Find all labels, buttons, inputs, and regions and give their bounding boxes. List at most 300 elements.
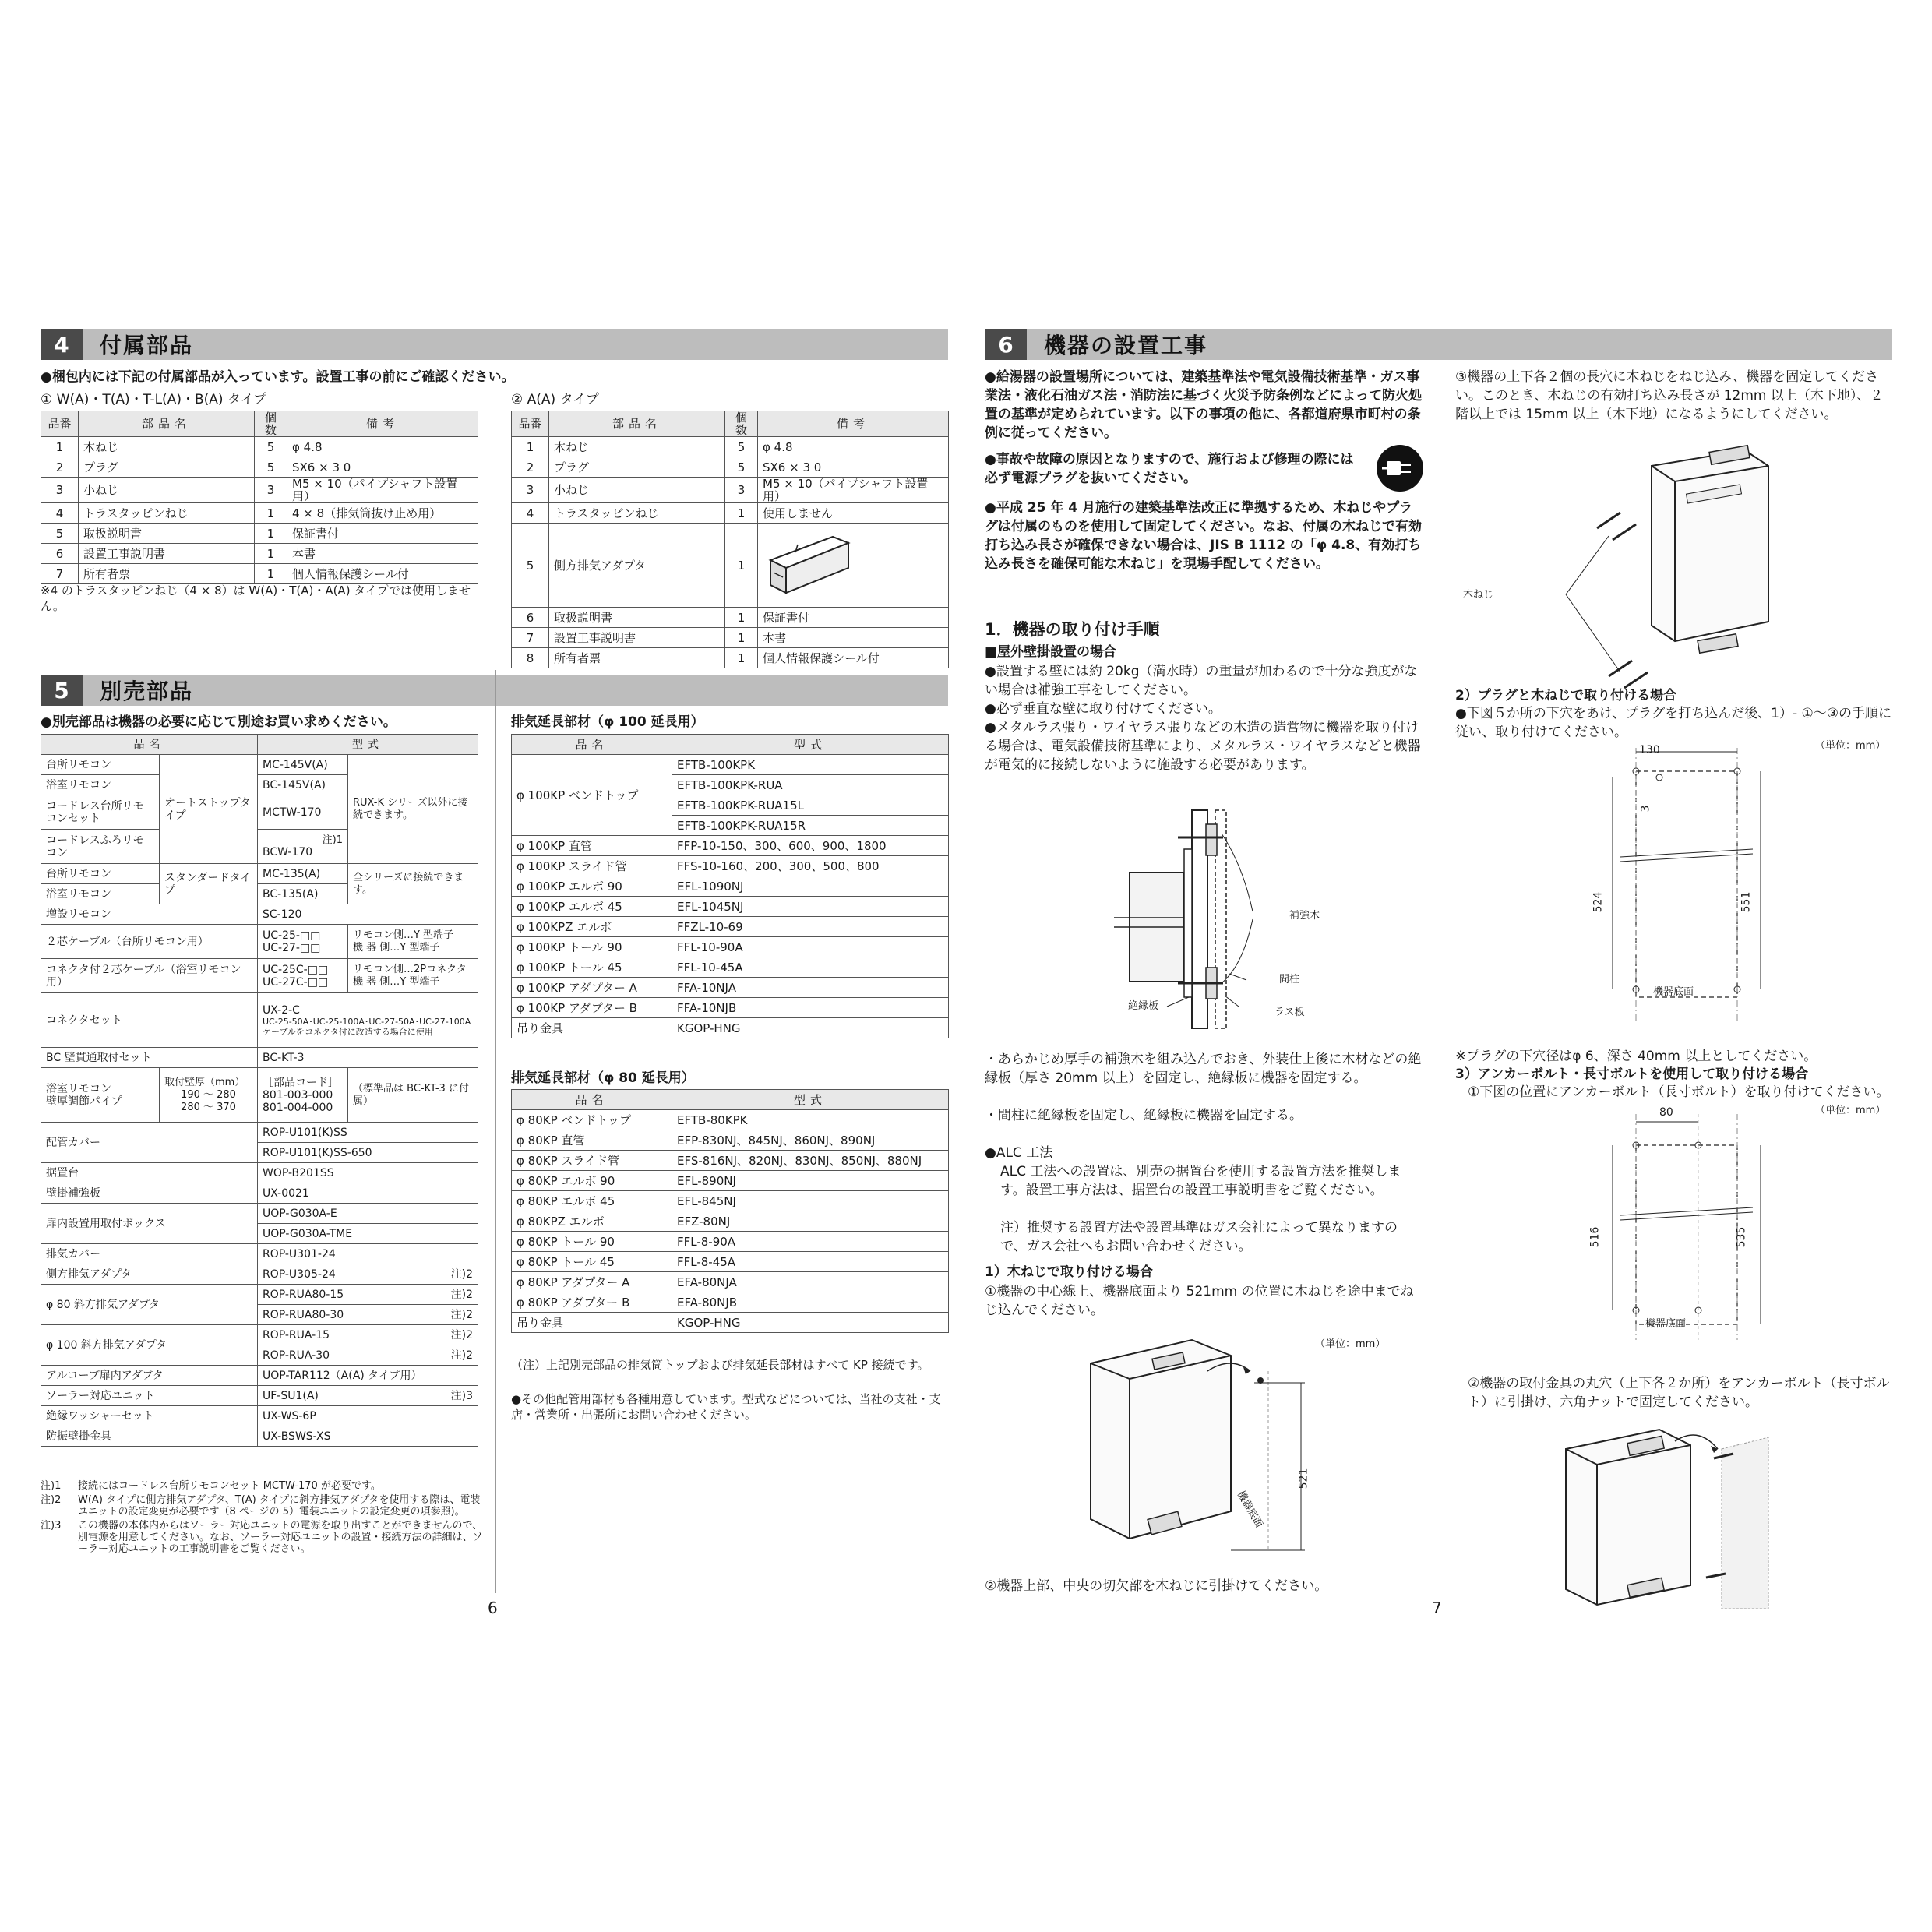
cell: 1	[725, 524, 758, 608]
sec6-p3: ●平成 25 年 4 月施行の建築基準法改正に準拠するため、木ねじやプラグは付属のものを使用して固定してください。なお、付属の木ねじで有効打ち込み長さが確保できない場合は、JIS B 1112 の「φ 4.8、有効打ち込み長さを確保可能な木ねじ」を現場手配してください。	[985, 500, 1422, 572]
table-row	[41, 437, 478, 457]
unit-label-3: （単位：mm）	[1815, 1105, 1886, 1116]
sec5-intro: ●別売部品は機器の必要に応じて別途お買い求めください。	[41, 714, 397, 730]
cell: 3	[255, 478, 287, 503]
cell: KGOP-HNG	[672, 1313, 949, 1333]
cell: φ 4.8	[758, 437, 949, 457]
cell: EFL-890NJ	[672, 1171, 949, 1191]
cell: MC-145V(A)	[258, 755, 348, 775]
model: UOP-G030A-E	[263, 1207, 337, 1220]
th-model: 型式	[258, 735, 478, 755]
model: UC-27-□□	[263, 941, 321, 954]
cell: FFA-10NJB	[672, 998, 949, 1018]
model: UC-27C-□□	[263, 975, 329, 989]
label-screw: 木ねじ	[1463, 589, 1494, 601]
model: ROP-RUA80-15	[263, 1288, 344, 1301]
table-row	[41, 1163, 478, 1183]
heater-bolt-diagram	[1558, 1418, 1784, 1613]
install-heading: 1．機器の取り付け手順	[985, 620, 1160, 639]
cell: 1	[725, 608, 758, 628]
cell	[258, 1143, 478, 1163]
section-title: 付属部品	[100, 333, 194, 358]
step1-2: ②機器上部、中央の切欠部を木ねじに引掛けてください。	[985, 1578, 1328, 1594]
cell: φ 80KP ベンドトップ	[512, 1110, 672, 1130]
table-row	[512, 957, 949, 978]
th-name: 部品名	[79, 411, 255, 437]
cell: 保証書付	[758, 608, 949, 628]
cell: 据置台	[41, 1163, 258, 1183]
adapter-illustration-cell	[758, 524, 949, 608]
cell	[258, 1426, 478, 1447]
table-row	[512, 998, 949, 1018]
th-qty: 個数	[255, 411, 287, 437]
th-model: 型式	[672, 1090, 949, 1110]
table-row	[41, 1406, 478, 1426]
th-remark: 備考	[758, 411, 949, 437]
cell: 取扱説明書	[79, 524, 255, 544]
th-name: 部品名	[549, 411, 725, 437]
cell: BC 壁貫通取付セット	[41, 1048, 258, 1068]
note-mark: 注)2	[450, 1349, 473, 1362]
wall-2: ●必ず垂直な壁に取り付けてください。	[985, 701, 1222, 717]
cell: EFL-1090NJ	[672, 876, 949, 897]
range: 280 ～ 370	[181, 1101, 236, 1113]
cell: 5	[41, 524, 79, 544]
cell: EFP-830NJ、845NJ、860NJ、890NJ	[672, 1130, 949, 1151]
label-bottom-3: 機器底面	[1645, 1318, 1687, 1330]
cell: φ 80KP アダプター A	[512, 1272, 672, 1292]
cell	[258, 1305, 478, 1325]
cell: 全シリーズに接続できます。	[348, 864, 478, 904]
page-number-left: 6	[488, 1599, 498, 1617]
cell: 5	[725, 457, 758, 478]
table-row	[41, 1123, 478, 1143]
alc-heading: ●ALC 工法	[985, 1145, 1053, 1161]
cell: 本書	[287, 544, 478, 564]
step1-3: ③機器の上下各２個の長穴に木ねじをねじ込み、機器を固定してください。このとき、木ねじの有効打ち込み長さが 12mm 以上（木下地）、２階以上では 15mm 以上（木下地）になるようにしてください。	[1455, 369, 1884, 422]
label-bottom: 機器底面	[1234, 1489, 1265, 1530]
cell	[160, 1068, 258, 1123]
code: 801-004-000	[263, 1101, 333, 1114]
label-insulator: 絶縁板	[1128, 1000, 1159, 1012]
table-row	[512, 1171, 949, 1191]
cell: 2	[512, 457, 549, 478]
model: ROP-U101(K)SS	[263, 1126, 347, 1139]
cell: MCTW-170	[258, 795, 348, 830]
model: ROP-U301-24	[263, 1247, 336, 1260]
cell: 台所リモコン	[41, 755, 160, 775]
dim-130: 130	[1639, 744, 1660, 756]
cell	[348, 959, 478, 993]
cell: EFTB-80KPK	[672, 1110, 949, 1130]
cell: RUX-K シリーズ以外に接続できます。	[348, 755, 478, 864]
cell: 浴室リモコン	[41, 775, 160, 795]
ext80-table	[511, 1089, 949, 1333]
cell: コードレス台所リモコンセット	[41, 795, 160, 830]
cell	[258, 1345, 478, 1366]
cell: EFL-845NJ	[672, 1191, 949, 1211]
th-name: 品名	[41, 735, 258, 755]
cell: （標準品は BC-KT-3 に付属）	[348, 1068, 478, 1123]
model: UOP-TAR112（A(A) タイプ用）	[263, 1369, 422, 1382]
cell: 吊り金具	[512, 1313, 672, 1333]
step1-heading: 1）木ねじで取り付ける場合	[985, 1264, 1153, 1280]
section-4-header	[41, 329, 948, 360]
cell: 5	[725, 437, 758, 457]
anchor-bolt-diagram	[1597, 1106, 1776, 1356]
cell	[258, 830, 348, 864]
model: UF-SU1(A)	[263, 1389, 319, 1402]
cell: 本書	[758, 628, 949, 648]
cell	[258, 993, 478, 1048]
cell: φ 100KP スライド管	[512, 856, 672, 876]
ext80-title: 排気延長部材（φ 80 延長用）	[511, 1070, 695, 1086]
cell: 3	[725, 478, 758, 503]
cell: FFL-10-45A	[672, 957, 949, 978]
dim-551: 551	[1740, 891, 1753, 913]
table-row	[41, 1183, 478, 1204]
table-row	[512, 1018, 949, 1038]
cell: 側方排気アダプタ	[41, 1264, 258, 1285]
wall-heading: ■屋外壁掛設置の場合	[985, 644, 1117, 660]
unit-label-2: （単位：mm）	[1815, 740, 1886, 752]
note: リモコン側…Y 型端子	[353, 929, 454, 941]
table-row	[512, 897, 949, 917]
cell: 扉内設置用取付ボックス	[41, 1204, 258, 1244]
cell: 1	[725, 628, 758, 648]
cell: 5	[255, 437, 287, 457]
cell: 4	[512, 503, 549, 524]
cell: ソーラー対応ユニット	[41, 1386, 258, 1406]
cell	[258, 1285, 478, 1305]
table-row	[41, 1366, 478, 1386]
name: 浴室リモコン	[46, 1082, 111, 1095]
th-name: 品名	[512, 735, 672, 755]
step2-heading: 2）プラグと木ねじで取り付ける場合	[1455, 688, 1677, 703]
cell: コネクタ付２芯ケーブル（浴室リモコン用）	[41, 959, 258, 993]
cell: φ 80KP エルボ 90	[512, 1171, 672, 1191]
section-number: 4	[41, 329, 83, 360]
cell: MC-135(A)	[258, 864, 348, 884]
cell: 7	[512, 628, 549, 648]
heater-fix-diagram	[1535, 442, 1792, 692]
note-mark: 注)3	[41, 1520, 62, 1532]
cell: EFZ-80NJ	[672, 1211, 949, 1232]
model: ROP-U101(K)SS-650	[263, 1146, 372, 1159]
cell: 6	[512, 608, 549, 628]
model: ROP-RUA-15	[263, 1328, 330, 1341]
table-row	[512, 876, 949, 897]
note-text: この機器の本体内からはソーラー対応ユニットの電源を取り出すことができませんので、別電源を用意してください。なお、ソーラー対応ユニットの設置・接続方法の詳細は、ソーラー対応ユニットの工事説明書をご覧ください。	[78, 1520, 483, 1555]
cell	[258, 1068, 348, 1123]
note-mark: 注)3	[450, 1389, 473, 1402]
model: ROP-RUA80-30	[263, 1308, 344, 1321]
model: UX-BSWS-XS	[263, 1430, 331, 1443]
table-row	[512, 978, 949, 998]
th-model: 型式	[672, 735, 949, 755]
cell: 個人情報保護シール付	[287, 564, 478, 584]
sec6-p1: ●給湯器の設置場所については、建築基準法や電気設備技術基準・ガス事業法・液化石油ガス法・消防法に基づく火災予防条例などによって防火処置の基準が定められています。以下の事項の他に、各都道府県市町村の条例に従ってください。	[985, 369, 1422, 441]
label-stud: 間柱	[1279, 974, 1300, 985]
note: 機 器 側…Y 型端子	[353, 941, 440, 954]
cell: φ 100KP アダプター A	[512, 978, 672, 998]
note-mark: 注)2	[41, 1494, 62, 1506]
table-row	[41, 524, 478, 544]
note: UC-25-50A･UC-25-100A･UC-27-50A･UC-27-100A ケーブルをコネクタ付に改造する場合に使用	[263, 1016, 471, 1037]
table-row	[41, 1285, 478, 1305]
cell: 3	[512, 478, 549, 503]
cell	[258, 1123, 478, 1143]
ext-note-1: （注）上記別売部品の排気筒トップおよび排気延長部材はすべて KP 接続です。	[511, 1358, 929, 1372]
note-text: 接続にはコードレス台所リモコンセット MCTW-170 が必要です。	[78, 1480, 381, 1492]
table-row	[512, 1313, 949, 1333]
page-number-right: 7	[1432, 1599, 1442, 1617]
cell	[41, 1068, 160, 1123]
cell: φ 80KP エルボ 45	[512, 1191, 672, 1211]
cell: EFA-80NJA	[672, 1272, 949, 1292]
cell: 設置工事説明書	[79, 544, 255, 564]
note-mark: 注)2	[450, 1308, 473, 1321]
sec4-sub2: ② A(A) タイプ	[511, 392, 599, 407]
model: UC-25C-□□	[263, 963, 329, 976]
cell: 設置工事説明書	[549, 628, 725, 648]
cell: 所有者票	[549, 648, 725, 668]
cell	[258, 1183, 478, 1204]
alc-note: 注）推奨する設置方法や設置基準はガス会社によって異なりますので、ガス会社へもお問い合わせください。	[1000, 1220, 1398, 1254]
cell: EFS-816NJ、820NJ、830NJ、850NJ、880NJ	[672, 1151, 949, 1171]
cell: EFTB-100KPK-RUA	[672, 775, 949, 795]
table-row	[512, 1211, 949, 1232]
th-no: 品番	[41, 411, 79, 437]
cell	[258, 1204, 478, 1224]
cell: 吊り金具	[512, 1018, 672, 1038]
label-bottom-2: 機器底面	[1653, 986, 1694, 998]
cell: FFL-10-90A	[672, 937, 949, 957]
note-mark: 注)1	[41, 1480, 62, 1492]
ext-note-2: ●その他配管用部材も各種用意しています。型式などについては、当社の支社・支店・営業所・出張所にお問い合わせください。	[511, 1392, 941, 1422]
cell: 小ねじ	[549, 478, 725, 503]
column-divider	[495, 670, 496, 1593]
cell: SC-120	[258, 904, 478, 925]
range: 190 ～ 280	[181, 1088, 236, 1101]
cell: φ 80KPZ エルボ	[512, 1211, 672, 1232]
cell: φ 4.8	[287, 437, 478, 457]
table-row	[41, 1386, 478, 1406]
cell: 個人情報保護シール付	[758, 648, 949, 668]
cell: 4 × 8（排気筒抜け止め用）	[287, 503, 478, 524]
note-mark: 注)2	[450, 1288, 473, 1301]
cell: 絶縁ワッシャーセット	[41, 1406, 258, 1426]
cell: 1	[512, 437, 549, 457]
table-row	[512, 1232, 949, 1252]
label: ［部品コード］	[263, 1076, 339, 1089]
cell: 浴室リモコン	[41, 884, 160, 904]
cell: 6	[41, 544, 79, 564]
table-row	[512, 917, 949, 937]
cell: 保証書付	[287, 524, 478, 544]
cell: 4	[41, 503, 79, 524]
cell: KGOP-HNG	[672, 1018, 949, 1038]
cell: 側方排気アダプタ	[549, 524, 725, 608]
ext100-title: 排気延長部材（φ 100 延長用）	[511, 714, 704, 730]
table-row	[512, 1110, 949, 1130]
cell: 3	[41, 478, 79, 503]
cell: 5	[512, 524, 549, 608]
model: UOP-G030A-TME	[263, 1227, 353, 1240]
sec4-intro: ●梱包内には下記の付属部品が入っています。設置工事の前にご確認ください。	[41, 369, 515, 385]
cell: 小ねじ	[79, 478, 255, 503]
table-row	[41, 1244, 478, 1264]
cell	[348, 925, 478, 959]
model: BCW-170	[263, 846, 313, 858]
step3-1: ①下図の位置にアンカーボルト（長寸ボルト）を取り付けてください。	[1468, 1084, 1890, 1100]
cell: EFTB-100KPK-RUA15L	[672, 795, 949, 816]
table-row	[41, 1204, 478, 1224]
cell: φ 80KP スライド管	[512, 1151, 672, 1171]
section-number: 6	[985, 329, 1027, 360]
table-row	[512, 1252, 949, 1272]
wall-5: ・間柱に絶縁板を固定し、絶縁板に機器を固定する。	[985, 1108, 1303, 1123]
cell: SX6 × 3 0	[287, 457, 478, 478]
cell: φ 100KP アダプター B	[512, 998, 672, 1018]
cell: 取扱説明書	[549, 608, 725, 628]
table-row	[512, 1292, 949, 1313]
sec6-p2: ●事故や故障の原因となりますので、施行および修理の際には必ず電源プラグを抜いてください。	[985, 452, 1354, 486]
cell: BC-145V(A)	[258, 775, 348, 795]
cell: EFA-80NJB	[672, 1292, 949, 1313]
cell: 2	[41, 457, 79, 478]
cell: φ 100KP エルボ 90	[512, 876, 672, 897]
cell	[258, 1163, 478, 1183]
unplug-warning-icon	[1376, 444, 1424, 492]
cell: 壁掛補強板	[41, 1183, 258, 1204]
label-reinforce: 補強木	[1289, 910, 1320, 922]
cell: M5 × 10（パイプシャフト設置用）	[287, 478, 478, 503]
note: リモコン側…2Pコネクタ	[353, 963, 467, 975]
section-6-header	[985, 329, 1892, 360]
dim-3: 3	[1639, 805, 1652, 813]
step3-2: ②機器の取付金具の丸穴（上下各２か所）をアンカーボルト（長寸ボルト）に引掛け、六角ナットで固定してください。	[1468, 1376, 1890, 1410]
cell: BC-135(A)	[258, 884, 348, 904]
section-5-header	[41, 675, 948, 706]
cell: 増設リモコン	[41, 904, 258, 925]
cell: 排気カバー	[41, 1244, 258, 1264]
model: UX-0021	[263, 1186, 309, 1200]
dim-516: 516	[1588, 1226, 1602, 1248]
cell	[258, 1386, 478, 1406]
dim-521: 521	[1297, 1468, 1310, 1490]
cell: φ 100KP ベンドトップ	[512, 755, 672, 836]
note-mark: 注)1	[322, 834, 343, 846]
cell: 8	[512, 648, 549, 668]
step3-heading: 3）アンカーボルト・長寸ボルトを使用して取り付ける場合	[1455, 1066, 1809, 1082]
table-row	[512, 937, 949, 957]
table-row	[41, 457, 478, 478]
table-row	[41, 544, 478, 564]
cell	[258, 1325, 478, 1345]
parts-table-1	[41, 411, 478, 584]
dim-535: 535	[1735, 1226, 1748, 1248]
ext100-table	[511, 734, 949, 1038]
cell: ２芯ケーブル（台所リモコン用）	[41, 925, 258, 959]
cell: 1	[255, 544, 287, 564]
th-no: 品番	[512, 411, 549, 437]
code: 801-003-000	[263, 1088, 333, 1102]
cell: FFL-8-90A	[672, 1232, 949, 1252]
table-row	[41, 564, 478, 584]
cell: EFTB-100KPK	[672, 755, 949, 775]
table-row	[41, 1264, 478, 1285]
sec4-sub1: ① W(A)・T(A)・T-L(A)・B(A) タイプ	[41, 392, 267, 407]
options-table	[41, 734, 478, 1447]
cell: トラスタッピンねじ	[549, 503, 725, 524]
cell: φ 100 斜方排気アダプタ	[41, 1325, 258, 1366]
note-mark: 注)2	[450, 1267, 473, 1281]
cell: 1	[725, 503, 758, 524]
section-title: 機器の設置工事	[1044, 333, 1208, 358]
cell	[258, 1224, 478, 1244]
unit-label: （単位：mm）	[1315, 1338, 1386, 1350]
cell: φ 100KP 直管	[512, 836, 672, 856]
cell: 所有者票	[79, 564, 255, 584]
cell: プラグ	[549, 457, 725, 478]
step2-1: ●下図５か所の下穴をあけ、プラグを打ち込んだ後、1）- ①～③の手順に従い、取り付けてください。	[1455, 706, 1891, 740]
sec5-notes	[41, 1480, 485, 1555]
cell: φ 80 斜方排気アダプタ	[41, 1285, 258, 1325]
wall-4: ・あらかじめ厚手の補強木を組み込んでおき、外装仕上後に木材などの絶縁板（厚さ 20mm 以上）を固定し、絶縁板に機器を固定する。	[985, 1052, 1422, 1086]
cell: 木ねじ	[549, 437, 725, 457]
cell: プラグ	[79, 457, 255, 478]
note-mark: 注)2	[450, 1328, 473, 1341]
cell: FFL-8-45A	[672, 1252, 949, 1272]
model: ROP-U305-24	[263, 1267, 336, 1281]
cell: トラスタッピンねじ	[79, 503, 255, 524]
parts-table-2	[511, 411, 949, 668]
cell: φ 80KP アダプター B	[512, 1292, 672, 1313]
dim-524: 524	[1592, 891, 1605, 913]
cell	[258, 1244, 478, 1264]
cell: 台所リモコン	[41, 864, 160, 884]
table-row	[512, 1272, 949, 1292]
cell: φ 80KP トール 45	[512, 1252, 672, 1272]
sec4-note: ※4 のトラスタッピンねじ（4 × 8）は W(A)・T(A)・A(A) タイプでは使用しません。	[41, 583, 471, 613]
cell: FFP-10-150、300、600、900、1800	[672, 836, 949, 856]
cell	[258, 1406, 478, 1426]
section-number: 5	[41, 675, 83, 706]
cell: 1	[255, 524, 287, 544]
alc-text: ALC 工法への設置は、別売の据置台を使用する設置方法を推奨します。設置工事方法は、据置台の設置工事説明書をご覧ください。	[1000, 1164, 1401, 1198]
model: WOP-B201SS	[263, 1166, 334, 1179]
cell: FFS-10-160、200、300、500、800	[672, 856, 949, 876]
cell: 1	[255, 503, 287, 524]
section-title: 別売部品	[100, 679, 194, 704]
cell: 配管カバー	[41, 1123, 258, 1163]
table-row	[41, 478, 478, 503]
heater-screw-diagram	[1075, 1324, 1309, 1566]
table-row	[41, 1325, 478, 1345]
cell: スタンダードタイプ	[160, 864, 258, 904]
cell: EFTB-100KPK-RUA15R	[672, 816, 949, 836]
table-row	[41, 503, 478, 524]
cell: φ 100KP トール 45	[512, 957, 672, 978]
cell: コードレスふろリモコン	[41, 830, 160, 864]
th-qty: 個数	[725, 411, 758, 437]
cell: 木ねじ	[79, 437, 255, 457]
cell: 1	[725, 648, 758, 668]
cell: 1	[255, 564, 287, 584]
cell: FFA-10NJA	[672, 978, 949, 998]
label: 取付壁厚（mm）	[164, 1076, 245, 1088]
